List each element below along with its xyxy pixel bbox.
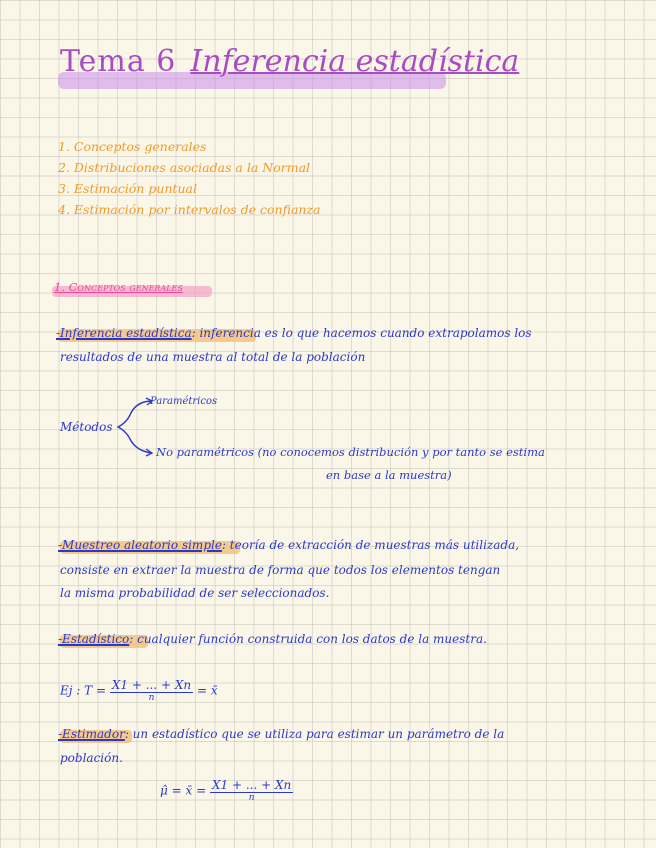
- estadistico-definition: : cualquier función construida con los datos de la muestra.: [129, 632, 487, 646]
- title-subject: Inferencia estadística: [190, 44, 520, 79]
- example-suffix: = x̄: [196, 683, 218, 698]
- muestreo-term: -Muestreo aleatorio simple: [58, 538, 222, 552]
- inferencia-definition: : inferencia es lo que hacemos cuando extrapolamos los: [191, 326, 532, 340]
- metodos-nonparametric-2: en base a la muestra): [326, 468, 452, 482]
- estimator-denominator: n: [248, 793, 255, 803]
- metodos-parametric: Paramétricos: [150, 396, 218, 407]
- toc-item: 3. Estimación puntual: [58, 181, 197, 196]
- estimador-definition: : un estadístico que se utiliza para estimar un parámetro de la: [124, 727, 505, 741]
- estimador-term: -Estimador: [58, 727, 125, 741]
- estadistico-line: [58, 632, 487, 646]
- estadistico-term: -Estadístico: [58, 632, 130, 646]
- table-of-contents: [58, 136, 321, 221]
- estimator-numerator: X1 + ... + Xn: [211, 778, 292, 792]
- inferencia-line-1: [56, 326, 532, 340]
- example-fraction: [110, 678, 193, 704]
- estimator-fraction: [210, 778, 293, 804]
- page-title: [60, 44, 519, 79]
- metodos-label: Métodos: [60, 420, 113, 434]
- inferencia-line-2: resultados de una muestra al total de la población: [60, 350, 366, 364]
- section-heading: 1. Conceptos generales: [54, 280, 183, 294]
- estimator-formula: [160, 778, 293, 804]
- metodos-nonparametric: No paramétricos (no conocemos distribución y por tanto se estima: [156, 445, 545, 459]
- toc-item: 2. Distribuciones asociadas a la Normal: [58, 160, 311, 175]
- estimator-prefix: μ̂ = x̄ =: [160, 783, 207, 798]
- inferencia-term: -Inferencia estadística: [56, 326, 192, 340]
- muestreo-definition: : teoría de extracción de muestras más utilizada,: [221, 538, 520, 552]
- example-prefix: Ej : T =: [60, 683, 107, 698]
- title-tema: Tema 6: [60, 44, 177, 79]
- muestreo-line-1: [58, 538, 519, 552]
- example-numerator: X1 + ... + Xn: [111, 678, 192, 692]
- toc-item: 4. Estimación por intervalos de confianza: [58, 202, 321, 217]
- example-formula: [60, 678, 218, 704]
- muestreo-line-2: consiste en extraer la muestra de forma que todos los elementos tengan: [60, 563, 501, 577]
- estimador-line-1: [58, 727, 504, 741]
- example-denominator: n: [148, 693, 155, 703]
- muestreo-line-3: la misma probabilidad de ser seleccionados.: [60, 586, 330, 600]
- toc-item: 1. Conceptos generales: [58, 139, 207, 154]
- estimador-line-2: población.: [60, 751, 123, 765]
